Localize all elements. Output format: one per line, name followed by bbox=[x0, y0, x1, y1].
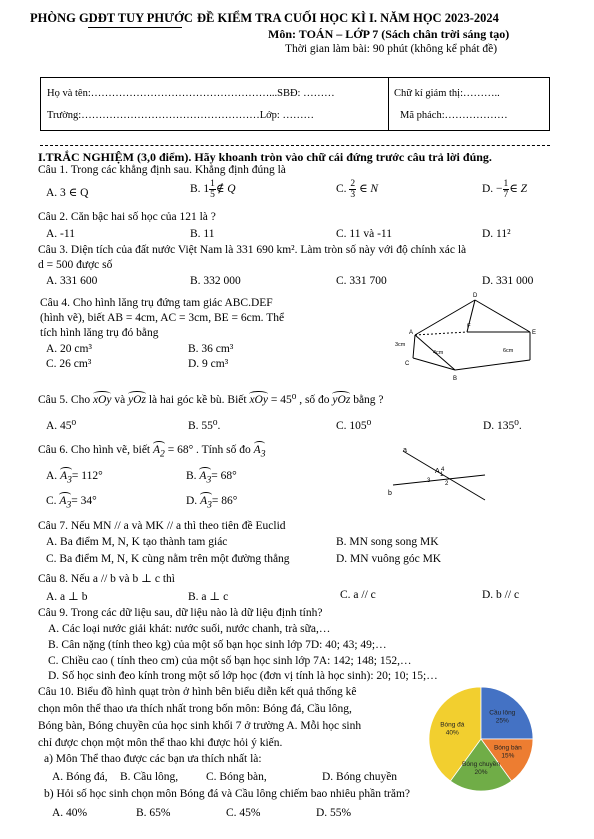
pie-label-3-0: Bóng chuyền bbox=[462, 761, 500, 769]
q7-option-b[interactable]: B. MN song song MK bbox=[336, 536, 439, 548]
angle-xoy: xOy bbox=[92, 394, 112, 406]
q4-text-line3: tích hình lăng trụ đó bằng bbox=[40, 327, 159, 339]
q5-option-d[interactable]: D. 135⁰. bbox=[483, 420, 522, 432]
pie-label-0-1: 40% bbox=[445, 729, 459, 737]
prism-label-e: E bbox=[532, 330, 537, 336]
q10b-option-c[interactable]: C. 45% bbox=[226, 807, 261, 819]
section-heading: I.TRẮC NGHIỆM (3,0 điểm). Hãy khoanh tròn vào chữ cái đứng trước câu trả lời đúng. bbox=[38, 150, 492, 164]
q2-option-b[interactable]: B. 11 bbox=[190, 228, 215, 240]
q10-text-line2: chọn môn thể thao ưa thích nhất trong bốn môn: Bóng đá, Cầu lông, bbox=[38, 703, 352, 715]
prism-edge-de bbox=[475, 300, 530, 332]
q6-option-d[interactable]: D. $A_3= 86^\circ$ bbox=[186, 495, 238, 511]
student-name-field[interactable]: Họ và tên:……………………………………………...SBĐ: ……… bbox=[47, 88, 335, 99]
q2-option-c[interactable]: C. 11 và -11 bbox=[336, 228, 393, 240]
q10a-option-a[interactable]: A. Bóng đá, bbox=[52, 771, 108, 783]
q1-option-d[interactable]: D. − $\frac{1}{7}$ ∈ Z bbox=[482, 179, 528, 200]
label-line-a: a bbox=[403, 447, 407, 454]
q4-text-line2: (hình vẽ), biết AB = 4cm, AC = 3cm, BE = 6cm. Thể bbox=[40, 312, 285, 324]
proctor-signature-field[interactable]: Chữ kí giám thị:……….. bbox=[394, 88, 500, 99]
q4-text-line1: Câu 4. Cho hình lăng trụ đứng tam giác ABC.DEF bbox=[40, 297, 273, 309]
q6-option-b[interactable]: B. $A_3= 68^\circ$ bbox=[186, 470, 237, 486]
label-angle-3: 3 bbox=[427, 478, 431, 484]
q3-option-a[interactable]: A. 331 600 bbox=[46, 275, 98, 287]
department-label: PHÒNG GDĐT TUY PHƯỚC bbox=[30, 11, 193, 25]
prism-label-b: B bbox=[453, 376, 458, 382]
sports-pie-chart bbox=[426, 684, 536, 794]
lines-figure bbox=[385, 445, 495, 505]
pie-label-1-1: 25% bbox=[495, 717, 509, 725]
q5-option-a[interactable]: A. 45⁰ bbox=[46, 420, 77, 432]
q7-option-a[interactable]: A. Ba điểm M, N, K tạo thành tam giác bbox=[46, 536, 228, 548]
q2-option-a[interactable]: A. -11 bbox=[46, 228, 75, 240]
angle-a3: $A_3$ bbox=[253, 444, 266, 460]
q2-text: Câu 2. Căn bậc hai số học của 121 là ? bbox=[38, 211, 216, 223]
angle-yoz-2: yOz bbox=[332, 394, 351, 406]
q9-option-b[interactable]: B. Cân nặng (tính theo kg) của một số bạn học sinh lớp 7D: 40; 43; 49;… bbox=[48, 639, 387, 651]
q1-text: Câu 1. Trong các khẳng định sau. Khẳng định đúng là bbox=[38, 164, 286, 176]
q4-option-b[interactable]: B. 36 cm³ bbox=[188, 343, 234, 355]
prism-label-a: A bbox=[409, 330, 414, 336]
q5-option-b[interactable]: B. 55⁰. bbox=[188, 420, 221, 432]
q8-text: Câu 8. Nếu a // b và b ⊥ c thì bbox=[38, 573, 175, 585]
prism-edge-be bbox=[455, 360, 530, 370]
q4-option-c[interactable]: C. 26 cm³ bbox=[46, 358, 92, 370]
q3-text-line1: Câu 3. Diện tích của đất nước Việt Nam là 331 690 km². Làm tròn số này với độ chính xác là bbox=[38, 244, 467, 256]
line-a bbox=[403, 451, 485, 500]
q8-option-d[interactable]: D. b // c bbox=[482, 589, 520, 601]
label-angle-4: 4 bbox=[441, 467, 445, 473]
q10b-option-b[interactable]: B. 65% bbox=[136, 807, 171, 819]
pie-label-2-0: Bóng bàn bbox=[493, 744, 522, 752]
q10-text-line4: chỉ được chọn một môn thể thao khi được hỏi ý kiến. bbox=[38, 737, 283, 749]
q10b-option-a[interactable]: A. 40% bbox=[52, 807, 88, 819]
q7-option-c[interactable]: C. Ba điểm M, N, K cùng nằm trên một đường thẳng bbox=[46, 553, 290, 565]
pie-label-2-1: 15% bbox=[501, 752, 515, 760]
q3-option-b[interactable]: B. 332 000 bbox=[190, 275, 241, 287]
info-box-divider bbox=[388, 77, 389, 130]
line-b bbox=[393, 475, 485, 485]
q2-option-d[interactable]: D. 11² bbox=[482, 228, 511, 240]
prism-label-6cm: 6cm bbox=[503, 348, 514, 354]
q6-option-c[interactable]: C. $A_3= 34^\circ$ bbox=[46, 495, 97, 511]
q9-option-a[interactable]: A. Các loại nước giải khát: nước suối, nước chanh, trà sữa,… bbox=[48, 623, 331, 635]
school-field[interactable]: Trường:……………………………………………Lớp: ……… bbox=[47, 110, 314, 121]
q6-text: Câu 6. Cho hình vẽ, biết $A_2 = 68^\circ$ . Tính số đo $A_3$ bbox=[38, 444, 266, 460]
prism-label-3cm: 3cm bbox=[395, 342, 406, 348]
time-line: Thời gian làm bài: 90 phút (không kể phát đề) bbox=[285, 43, 498, 55]
prism-label-d: D bbox=[473, 293, 478, 299]
info-box bbox=[40, 77, 550, 131]
q10a-option-d[interactable]: D. Bóng chuyền bbox=[322, 771, 398, 783]
prism-label-c: C bbox=[405, 361, 410, 367]
q8-option-c[interactable]: C. a // c bbox=[340, 589, 376, 601]
exam-title: ĐỀ KIỂM TRA CUỐI HỌC KÌ I. NĂM HỌC 2023-2024 bbox=[197, 11, 499, 25]
label-point-a: A bbox=[435, 468, 440, 475]
q1-option-a[interactable]: A. 3 ∈ Q bbox=[46, 187, 89, 199]
prism-edge-ac bbox=[413, 335, 415, 358]
q3-option-d[interactable]: D. 331 000 bbox=[482, 275, 534, 287]
q10a-option-b[interactable]: B. Cầu lông, bbox=[120, 771, 179, 783]
label-angle-2: 2 bbox=[445, 481, 449, 487]
pie-label-0-0: Bóng đá bbox=[440, 721, 465, 729]
prism-figure bbox=[395, 290, 540, 385]
q10b-question: b) Hỏi số học sinh chọn môn Bóng đá và Cầu lông chiếm bao nhiêu phần trăm? bbox=[44, 788, 411, 800]
label-line-b: b bbox=[388, 490, 392, 497]
q1-option-b[interactable]: B. 1 $\frac{1}{5}$ ∉ Q bbox=[190, 179, 236, 200]
q7-option-d[interactable]: D. MN vuông góc MK bbox=[336, 553, 442, 565]
q3-option-c[interactable]: C. 331 700 bbox=[336, 275, 387, 287]
q1-option-c[interactable]: C. $\frac{2}{3}$ ∈ N bbox=[336, 179, 379, 200]
q7-text: Câu 7. Nếu MN // a và MK // a thì theo tiên đề Euclid bbox=[38, 520, 286, 532]
q10a-option-c[interactable]: C. Bóng bàn, bbox=[206, 771, 267, 783]
prism-hidden-edge bbox=[415, 332, 467, 335]
q3-text-line2: d = 500 được số bbox=[38, 259, 113, 271]
q9-text: Câu 9. Trong các dữ liệu sau, dữ liệu nào là dữ liệu định tính? bbox=[38, 607, 323, 619]
q5-text: Câu 5. Cho xOy và yOz là hai góc kề bù. Biết xOy = 45⁰ , số đo yOz bằng ? bbox=[38, 394, 384, 406]
subject-line: Môn: TOÁN – LỚP 7 (Sách chân trời sáng tạo) bbox=[268, 27, 510, 41]
q10-text-line1: Câu 10. Biểu đồ hình quạt tròn ở hình bên biểu diễn kết quả thống kê bbox=[38, 686, 357, 698]
angle-xoy-2: xOy bbox=[249, 394, 268, 406]
label-angle-1: 1 bbox=[440, 472, 444, 478]
q6-option-a[interactable]: A. $A_3= 112^\circ$ bbox=[46, 470, 103, 486]
separator-dashes bbox=[40, 145, 550, 146]
q10-text-line3: Bóng bàn, Bóng chuyền của học sinh khối 7 ở trường A. Mỗi học sinh bbox=[38, 720, 362, 732]
q5-option-c[interactable]: C. 105⁰ bbox=[336, 420, 372, 432]
pie-label-1-0: Cầu lông bbox=[489, 709, 516, 717]
prism-label-f: F bbox=[467, 324, 471, 330]
q4-option-a[interactable]: A. 20 cm³ bbox=[46, 343, 92, 355]
q8-option-b[interactable]: B. a ⊥ c bbox=[188, 591, 229, 603]
q9-option-c[interactable]: C. Chiều cao ( tính theo cm) của một số bạn học sinh lớp 7A: 142; 148; 152,… bbox=[48, 655, 412, 667]
pie-label-3-1: 20% bbox=[474, 769, 488, 777]
angle-a2: $A_2$ bbox=[153, 444, 165, 460]
prism-label-4cm: 4cm bbox=[433, 350, 444, 356]
q10b-option-d[interactable]: D. 55% bbox=[316, 807, 352, 819]
q10a-question: a) Môn Thể thao được các bạn ưa thích nhất là: bbox=[44, 753, 262, 765]
code-field[interactable]: Mã phách:……………… bbox=[400, 110, 508, 121]
department-underline bbox=[88, 27, 182, 28]
q9-option-d[interactable]: D. Số học sinh đeo kính trong một số lớp học (đơn vị tính là học sinh): 20; 10; 15;… bbox=[48, 670, 438, 682]
q4-option-d[interactable]: D. 9 cm³ bbox=[188, 358, 229, 370]
prism-edge-da bbox=[415, 300, 475, 335]
q8-option-a[interactable]: A. a ⊥ b bbox=[46, 591, 88, 603]
angle-yoz: yOz bbox=[128, 394, 146, 406]
